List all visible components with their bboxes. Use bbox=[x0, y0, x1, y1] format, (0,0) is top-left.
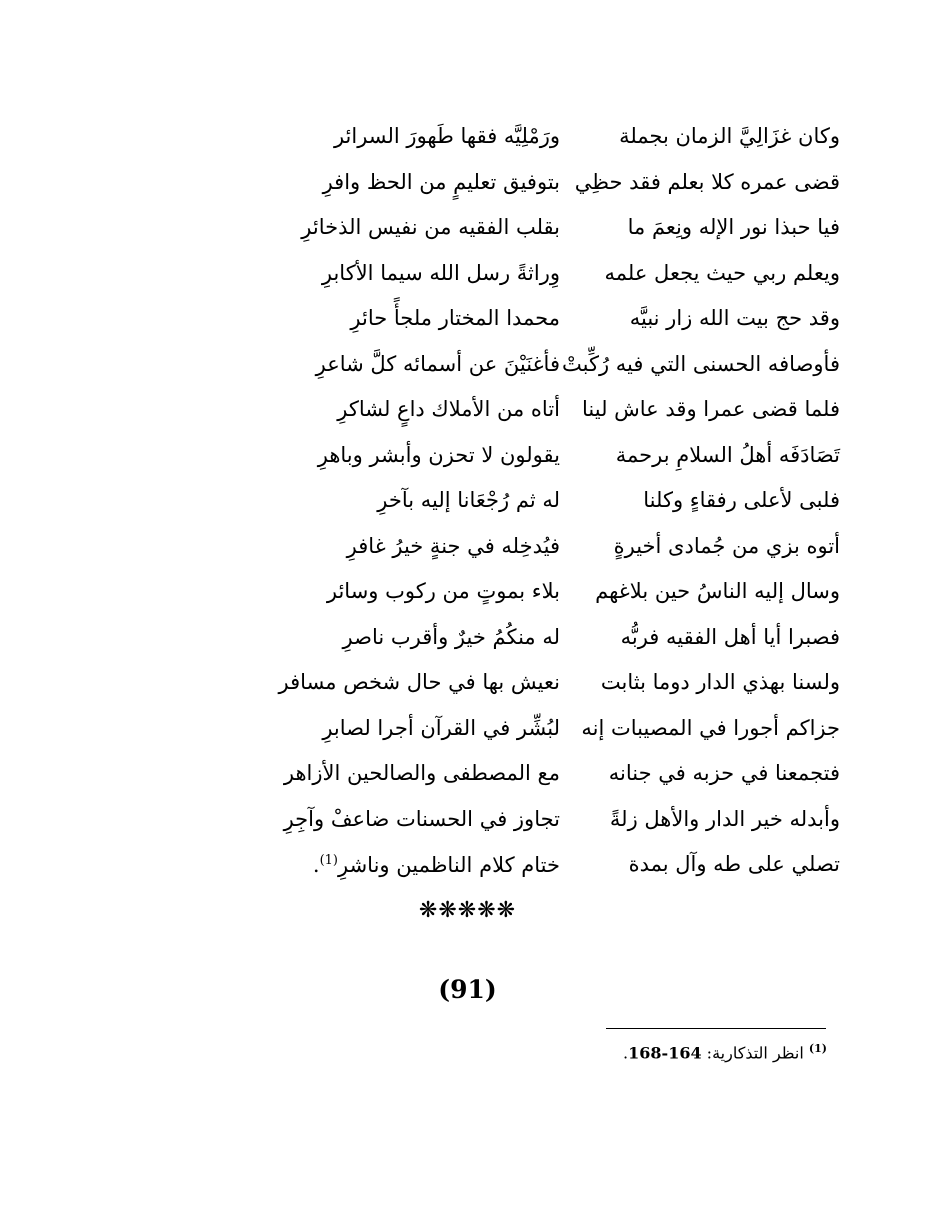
verse-first-hemistich: وسال إليه الناسُ حين بلاغهم bbox=[595, 579, 840, 604]
verse bbox=[280, 296, 840, 342]
hemistich-text: أتاه من الأملاك داعٍ لشاكرِ bbox=[337, 397, 560, 422]
verse-first-hemistich: ويعلم ربي حيث يجعل علمه bbox=[604, 260, 840, 285]
verse-first-hemistich: أتوه بزي من جُمادى أخيرةٍ bbox=[613, 533, 840, 558]
page-number: (91) bbox=[438, 975, 497, 1004]
hemistich-text: له منكُمُ خيرٌ وأقرب ناصرِ bbox=[342, 624, 560, 649]
hemistich-text: نعيش بها في حال شخص مسافر bbox=[278, 670, 560, 695]
verse-first-hemistich: وكان غزَالِيَّ الزمان بجملة bbox=[619, 124, 840, 149]
footnote bbox=[427, 1042, 827, 1062]
footnote-end: . bbox=[623, 1043, 629, 1063]
hemistich-text: محمدا المختار ملجأً حائرِ bbox=[350, 306, 560, 331]
verse-first-hemistich: تصلي على طه وآل بمدة bbox=[628, 852, 840, 877]
verse-second-hemistich bbox=[290, 169, 560, 194]
verse-first-hemistich: وقد حج بيت الله زار نبيَّه bbox=[629, 306, 840, 331]
hemistich-text: ختام كلام الناظمين وناشرِ bbox=[338, 852, 560, 877]
verse-first-hemistich: تَصَادَفَه أهلُ السلامِ برحمة bbox=[615, 442, 840, 467]
verse bbox=[280, 660, 840, 706]
poem bbox=[280, 114, 840, 888]
verse bbox=[280, 797, 840, 843]
verse-first-hemistich: فلما قضى عمرا وقد عاش لينا bbox=[582, 397, 840, 422]
verse-second-hemistich bbox=[283, 761, 560, 786]
verse-first-hemistich: وأبدله خير الدار والأهل زلةً bbox=[609, 806, 840, 831]
verse-second-hemistich bbox=[290, 581, 560, 602]
verse-second-hemistich bbox=[290, 351, 560, 376]
verse-second-hemistich bbox=[290, 490, 560, 511]
verse-first-hemistich: فتجمعنا في حزبه في جنانه bbox=[608, 761, 840, 786]
section-divider: ❋❋❋❋❋ bbox=[418, 898, 517, 923]
verse bbox=[280, 751, 840, 797]
verse-second-hemistich bbox=[290, 533, 560, 558]
footnote-text: انظر التذكارية: bbox=[701, 1043, 804, 1063]
verse-second-hemistich bbox=[290, 399, 560, 420]
verse bbox=[280, 615, 840, 661]
verse-second-hemistich bbox=[290, 624, 560, 649]
verse bbox=[280, 387, 840, 433]
footnote-marker: (1) bbox=[808, 1042, 827, 1055]
verse-second-hemistich bbox=[278, 670, 560, 695]
hemistich-text: وِراثةً رسل الله سيما الأكابرِ bbox=[321, 260, 560, 285]
verse bbox=[280, 251, 840, 297]
verse bbox=[280, 524, 840, 570]
verse bbox=[280, 842, 840, 888]
verse-second-hemistich bbox=[290, 715, 560, 740]
verse-first-hemistich: فصبرا أيا أهل الفقيه فربُّه bbox=[620, 624, 840, 649]
hemistich-text: فأغنَيْنَ عن أسمائه كلَّ شاعرِ bbox=[315, 351, 560, 376]
verse bbox=[280, 114, 840, 160]
hemistich-text: يقولون لا تحزن وأبشر وباهرِ bbox=[317, 442, 560, 467]
verse-second-hemistich bbox=[290, 217, 560, 238]
verse bbox=[280, 569, 840, 615]
verse bbox=[280, 205, 840, 251]
verse bbox=[280, 433, 840, 479]
hemistich-text: له ثم رُجْعَانا إليه بآخرِ bbox=[377, 488, 560, 513]
verse bbox=[280, 160, 840, 206]
hemistich-text: تجاوز في الحسنات ضاعفْ وآجِرِ bbox=[283, 806, 560, 831]
verse-second-hemistich bbox=[290, 126, 560, 147]
hemistich-text: بتوفيق تعليمٍ من الحظ وافرِ bbox=[322, 169, 560, 194]
verse-first-hemistich: فأوصافه الحسنى التي فيه رُكِّبتْ bbox=[562, 351, 840, 376]
footnote-ref: 164-168 bbox=[628, 1043, 702, 1063]
verse-first-hemistich: جزاكم أجورا في المصيبات إنه bbox=[581, 715, 840, 740]
footnote-rule bbox=[606, 1028, 826, 1029]
verse-period: . bbox=[312, 852, 320, 877]
verse-second-hemistich bbox=[290, 442, 560, 467]
verse bbox=[280, 342, 840, 388]
verse-second-hemistich bbox=[290, 308, 560, 329]
verse bbox=[280, 478, 840, 524]
verse-first-hemistich: فيا حبذا نور الإله ونِعمَ ما bbox=[627, 215, 840, 240]
verse-second-hemistich bbox=[283, 806, 560, 831]
hemistich-text: مع المصطفى والصالحين الأزاهر bbox=[283, 761, 560, 786]
verse-first-hemistich: فلبى لأعلى رفقاءٍ وكلنا bbox=[643, 488, 840, 513]
hemistich-text: ورَمْلِيَّه فقها طَهورَ السرائر bbox=[333, 124, 560, 149]
hemistich-text: فيُدخِله في جنةٍ خيرُ غافرِ bbox=[346, 533, 560, 558]
footnote-reference-marker[interactable]: (1) bbox=[319, 852, 338, 868]
verse bbox=[280, 706, 840, 752]
verse-second-hemistich bbox=[290, 260, 560, 285]
verse-second-hemistich bbox=[290, 854, 560, 876]
verse-first-hemistich: ولسنا بهذي الدار دوما بثابت bbox=[600, 670, 840, 695]
hemistich-text: لبُشِّر في القرآن أجرا لصابرِ bbox=[322, 715, 560, 740]
hemistich-text: بلاء بموتٍ من ركوب وسائر bbox=[326, 579, 560, 604]
verse-first-hemistich: قضى عمره كلا بعلم فقد حظِي bbox=[574, 169, 840, 194]
hemistich-text: بقلب الفقيه من نفيس الذخائرِ bbox=[301, 215, 560, 240]
